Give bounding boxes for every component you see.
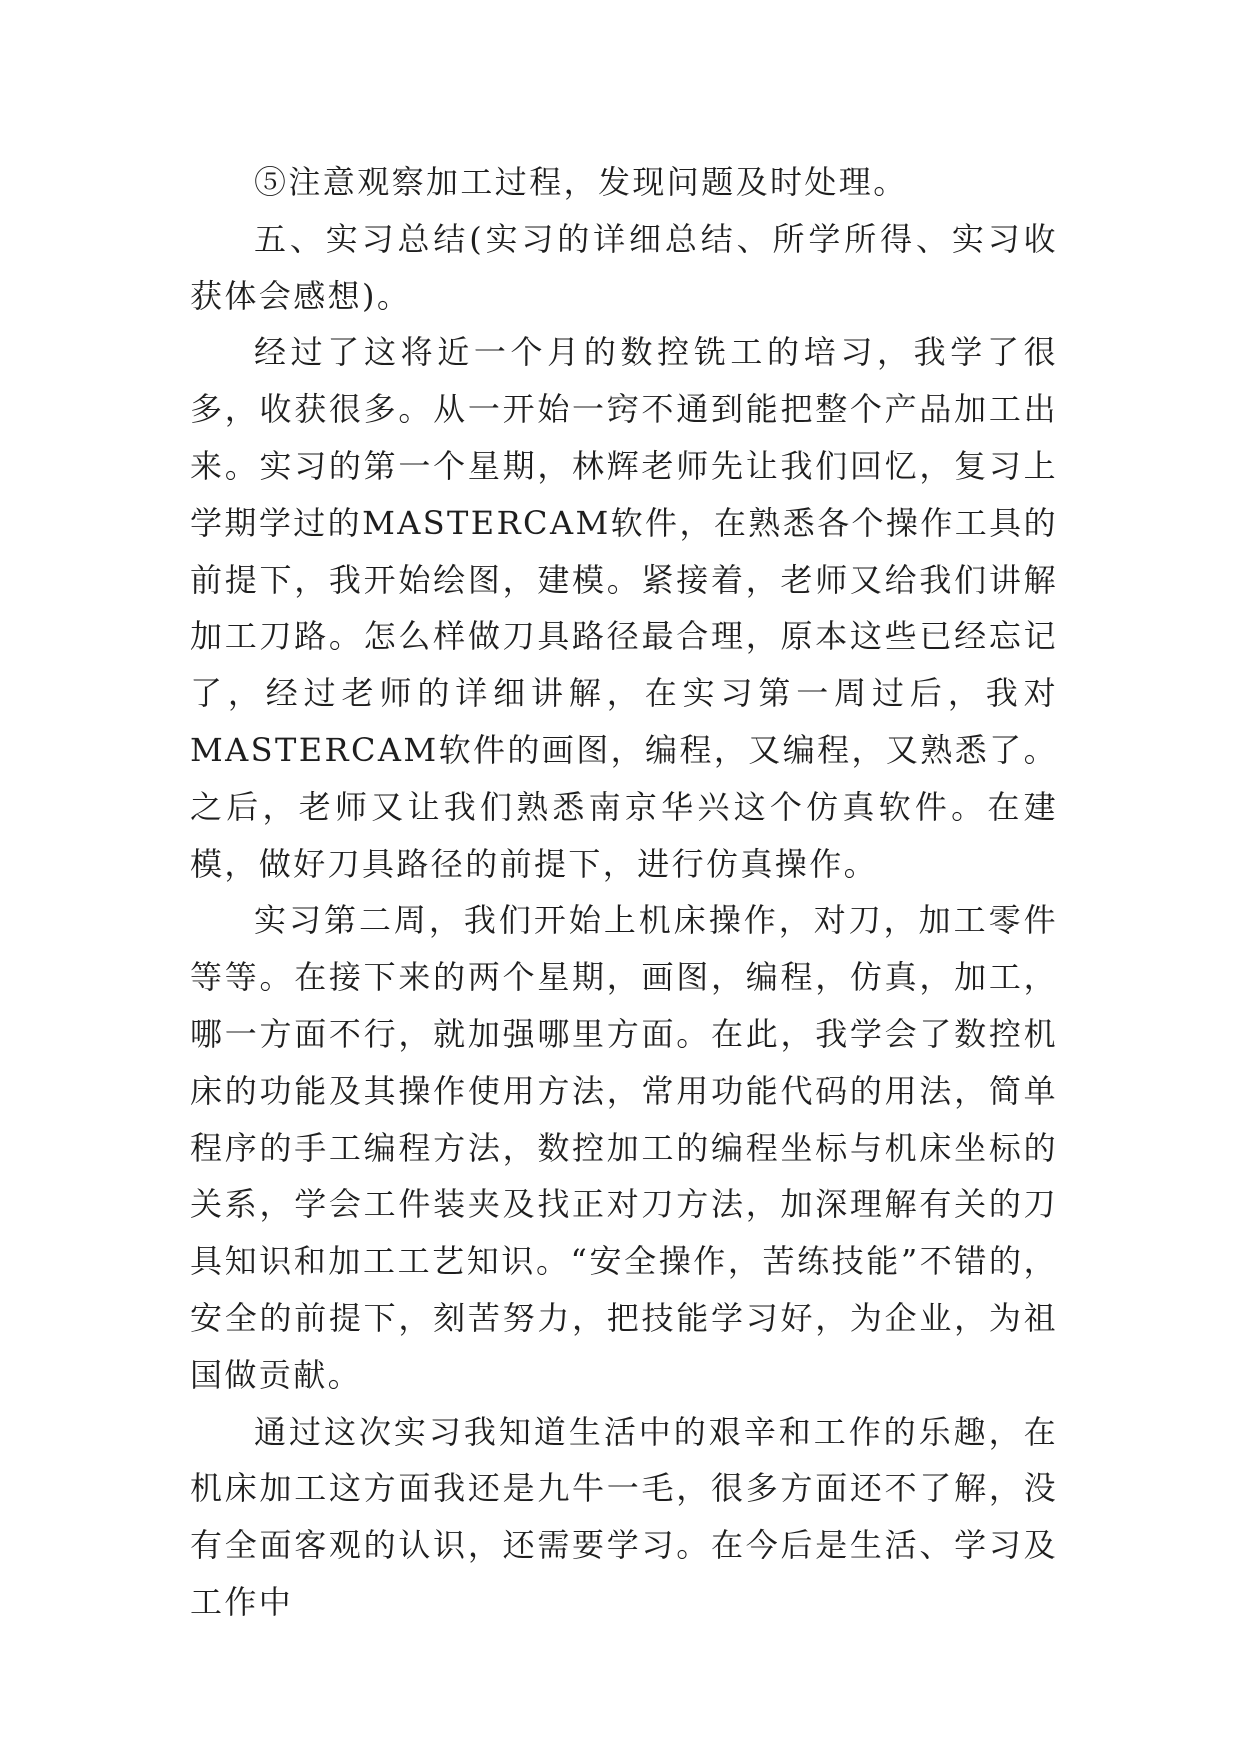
paragraph-section-5-heading: 五、实习总结(实习的详细总结、所学所得、实习收获体会感想)。 — [190, 219, 1058, 315]
paragraph-summary-3: 通过这次实习我知道生活中的艰辛和工作的乐趣，在机床加工这方面我还是九牛一毛，很多方面还不了解，没有全面客观的认识，还需要学习。在今后是生活、学习及工作中 — [190, 1412, 1058, 1621]
paragraph-step-5: ⑤注意观察加工过程，发现问题及时处理。 — [254, 163, 908, 201]
paragraph-summary-1: 经过了这将近一个月的数控铣工的培习，我学了很多，收获很多。从一开始一窍不通到能把整个产品加工出来。实习的第一个星期，林辉老师先让我们回忆，复习上学期学过的MASTERCAM软件，在熟悉各个操作工具的前提下，我开始绘图，建模。紧接着，老师又给我们讲解加工刀路。怎么样做刀具路径最合理，原本这些已经忘记了，经过老师的详细讲解，在实习第一周过后，我对MASTERCAM软件的画图，编程，又编程，又熟悉了。之后，老师又让我们熟悉南京华兴这个仿真软件。在建模，做好刀具路径的前提下，进行仿真操作。 — [190, 333, 1058, 883]
paragraph-summary-2: 实习第二周，我们开始上机床操作，对刀，加工零件等等。在接下来的两个星期，画图，编程，仿真，加工，哪一方面不行，就加强哪里方面。在此，我学会了数控机床的功能及其操作使用方法，常用功能代码的用法，简单程序的手工编程方法，数控加工的编程坐标与机床坐标的关系，学会工件装夹及找正对刀方法，加深理解有关的刀具知识和加工工艺知识。“安全操作，苦练技能”不错的，安全的前提下，刻苦努力，把技能学习好，为企业，为祖国做贡献。 — [190, 901, 1058, 1394]
document-body — [190, 154, 1058, 1631]
